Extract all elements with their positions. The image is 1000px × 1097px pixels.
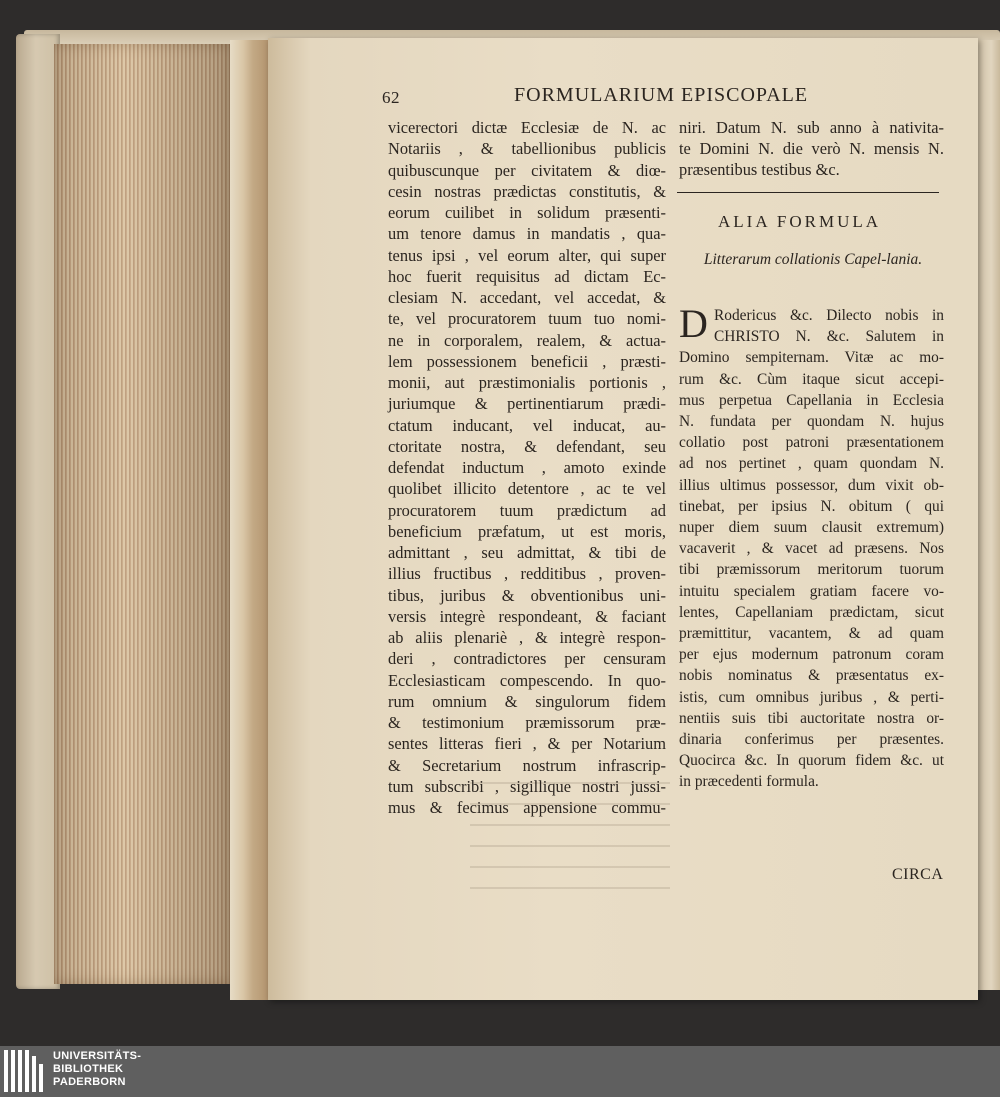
text-line: eorum cuilibet in solidum præsenti- [388, 203, 666, 222]
text-line: in præcedenti formula. [679, 773, 819, 791]
text-line: quolibet illicito detentore , ac te vel [388, 479, 666, 499]
text-line: N. fundata per quondam N. hujus [679, 413, 944, 431]
university-library-logo-icon [4, 1050, 48, 1092]
text-line: rum &c. Cùm itaque sicut accepi- [679, 370, 944, 388]
text-line: ne in corporalem, realem, & actua- [388, 330, 666, 350]
text-line: te Domini N. die verò N. mensis N. [679, 139, 944, 158]
text-line: defendat inductum , amoto exinde [388, 458, 666, 477]
section-heading: ALIA FORMULA [718, 212, 882, 231]
right-text-column [679, 301, 944, 793]
text-line: nentiis suis tibi auctoritate nostra or- [679, 709, 944, 727]
text-line: lentes, Capellaniam prædictam, sicut [679, 603, 944, 621]
facing-page-edge [978, 40, 1000, 990]
right-column-continuation [679, 117, 944, 180]
text-line: ctatum inducant, vel inducat, au- [388, 415, 666, 435]
text-line: per ejus modernum patronum coram [679, 646, 944, 664]
text-line: intuitu specialem gratiam facere vo- [679, 582, 944, 600]
text-line: tinebat, per ipsius N. obitum ( qui [679, 497, 944, 515]
text-line: Ecclesiasticam compescendo. In quo- [388, 670, 666, 690]
text-line: istis, cum omnibus juribus , & perti- [679, 688, 944, 706]
text-line: mus & fecimus appensione commu- [388, 798, 666, 817]
page-block-shade [54, 44, 230, 984]
text-line: tenus ipsi , vel eorum alter, qui super [388, 245, 666, 265]
text-line: admittant , seu admittat, & tibi de [388, 543, 666, 562]
section-subheading: Litterarum collationis Capel-lania. [703, 251, 923, 268]
text-line: tibus, juribus & obventionibus uni- [388, 585, 666, 605]
text-line: nobis nominatus & præsentatus ex- [679, 667, 944, 685]
text-line: ad nos pertinet , quam quondam N. [679, 455, 944, 473]
text-line: vicerectori dictæ Ecclesiæ de N. ac [388, 118, 666, 137]
drop-cap-initial: D [679, 301, 708, 346]
library-name-line: UNIVERSITÄTS- [53, 1050, 142, 1062]
left-text-column [388, 117, 666, 818]
inner-margin-strip [230, 40, 268, 1000]
text-line: monii, aut præstimonialis portionis , [388, 373, 666, 392]
library-name-line: PADERBORN [53, 1076, 126, 1088]
text-line: CHRISTO N. &c. Salutem in [714, 328, 944, 346]
text-line: ab aliis plenariè , & integrè respon- [388, 628, 666, 647]
text-line: juriumque & pertinentiarum prædi- [388, 394, 666, 414]
library-name-line: BIBLIOTHEK [53, 1063, 124, 1075]
text-line: clesiam N. accedant, vel accedat, & [388, 288, 666, 307]
text-line: procuratorem tuum prædictum ad [388, 500, 666, 520]
text-line: hoc fuerit requisitus ad dictam Ec- [388, 266, 666, 286]
text-line: lem possessionem beneficii , præsti- [388, 351, 666, 371]
text-line: versis integrè respondeant, & faciant [388, 606, 666, 626]
text-line: Rodericus &c. Dilecto nobis in [714, 307, 944, 324]
text-line: tibi præmissorum meritorum tuorum [679, 561, 944, 579]
running-head: FORMULARIUM EPISCOPALE [514, 84, 809, 106]
text-line: beneficium præfatum, ut est moris, [388, 521, 666, 541]
text-line: ctoritate nostra, & defendant, seu [388, 436, 666, 456]
library-name [53, 1050, 141, 1089]
text-line: Quocirca &c. In quorum fidem &c. ut [679, 752, 944, 770]
text-line: Notariis , & tabellionibus publicis [388, 139, 666, 159]
text-line: & testimonium præmissorum præ- [388, 713, 666, 732]
text-line: Domino sempiternam. Vitæ ac mo- [679, 349, 944, 367]
text-line: sentes litteras fieri , & per Notarium [388, 734, 666, 754]
text-line: vacaverit , & vacet ad præsens. Nos [679, 540, 944, 558]
text-line: dinaria conferimus per præsentes. [679, 731, 944, 749]
text-line: um tenore damus in mandatis , qua- [388, 224, 666, 244]
text-line: quibuscunque per civitatem & diœ- [388, 160, 666, 180]
section-divider-rule [677, 192, 939, 193]
text-line: te, vel procuratorem tuum tuo nomi- [388, 309, 666, 329]
text-line: & Secretarium nostrum infrascrip- [388, 755, 666, 775]
text-line: collatio post patroni præsentationem [679, 434, 944, 452]
text-line: mus perpetua Capellania in Ecclesia [679, 391, 944, 409]
text-line: præsentibus testibus &c. [679, 160, 840, 179]
text-line: illius fructibus , redditibus , proven- [388, 564, 666, 584]
catchword: CIRCA [892, 866, 944, 883]
text-line: nuper diem suum clausit extremum) [679, 519, 944, 537]
text-line: niri. Datum N. sub anno à nativita- [679, 118, 944, 137]
page-number: 62 [382, 88, 400, 107]
text-line: illius ultimus possessor, dum vixit ob- [679, 476, 944, 494]
text-line: cesin nostras prædictas constitutis, & [388, 181, 666, 201]
text-line: tum subscribi , sigillique nostri jussi- [388, 776, 666, 796]
text-line: præmittitur, vacantem, & ad quam [679, 625, 944, 643]
library-footer-bar [0, 1046, 1000, 1097]
text-line: deri , contradictores per censuram [388, 649, 666, 669]
text-line: rum omnium & singulorum fidem [388, 691, 666, 711]
